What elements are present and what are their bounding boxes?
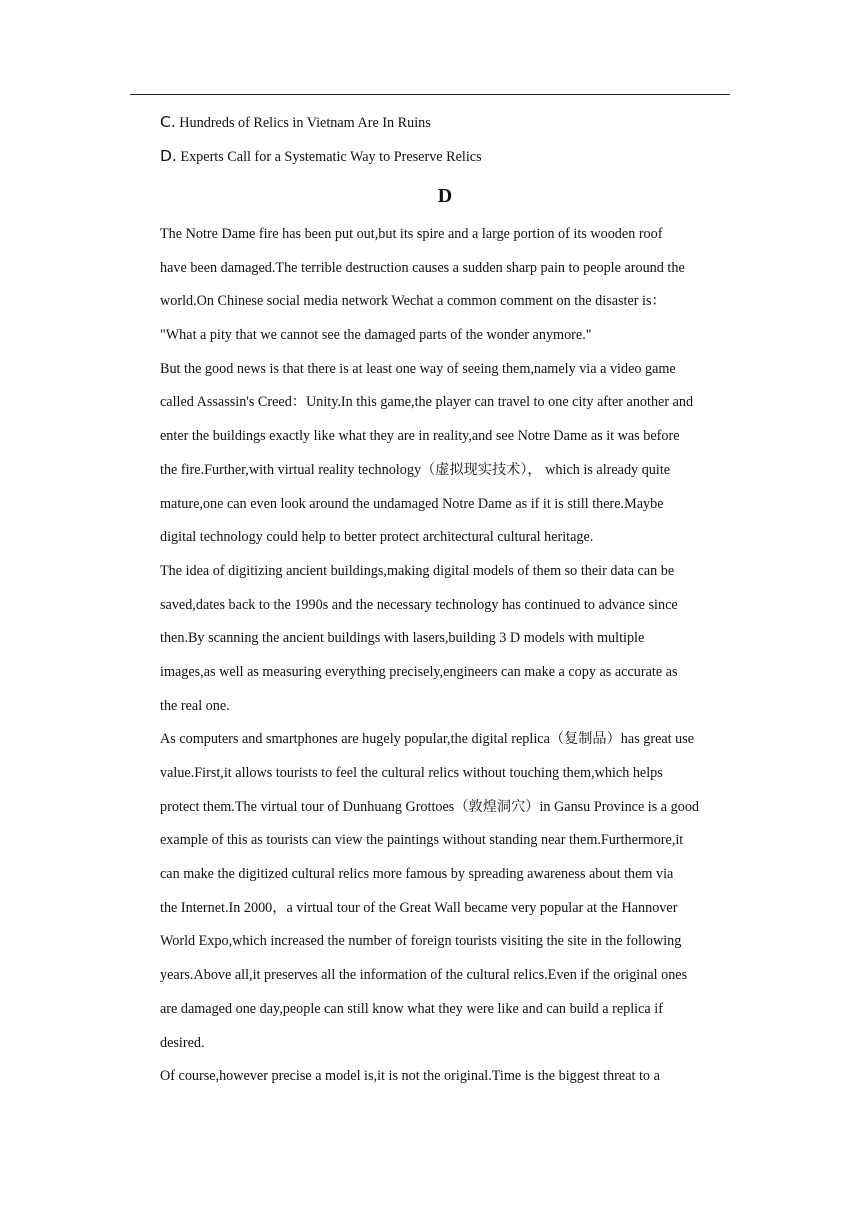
option-text: Experts Call for a Systematic Way to Preserve Relics xyxy=(176,149,482,165)
header-divider xyxy=(130,94,730,95)
text-line: then.By scanning the ancient buildings with lasers,building 3 D models with multiple xyxy=(160,630,645,647)
text-line: called Assassin's Creed：Unity.In this game,the player can travel to one city after another and xyxy=(160,394,694,411)
option-letter: C. xyxy=(160,113,176,131)
text-line: World Expo,which increased the number of foreign tourists visiting the site in the following xyxy=(160,933,682,950)
text-line: The idea of digitizing ancient buildings,making digital models of them so their data can be xyxy=(160,562,675,579)
text-line: digital technology could help to better protect architectural cultural heritage. xyxy=(160,529,594,546)
text-line: As computers and smartphones are hugely popular,the digital replica（复制品）has great use xyxy=(160,731,695,748)
passage-body xyxy=(160,222,760,1098)
text-line: years.Above all,it preserves all the information of the cultural relics.Even if the original ones xyxy=(160,967,688,984)
text-line: enter the buildings exactly like what they are in reality,and see Notre Dame as it was before xyxy=(160,428,680,445)
text-line: are damaged one day,people can still know what they were like and can build a replica if xyxy=(160,1000,663,1017)
text-line: the real one. xyxy=(160,697,230,714)
text-line: desired. xyxy=(160,1034,205,1051)
text-line: Of course,however precise a model is,it is not the original.Time is the biggest threat to a xyxy=(160,1068,660,1085)
text-line: But the good news is that there is at least one way of seeing them,namely via a video game xyxy=(160,360,676,377)
text-line: have been damaged.The terrible destruction causes a sudden sharp pain to people around the xyxy=(160,259,685,276)
text-line: the Internet.In 2000，a virtual tour of the Great Wall became very popular at the Hannover xyxy=(160,899,678,916)
text-line: value.First,it allows tourists to feel the cultural relics without touching them,which helps xyxy=(160,765,663,781)
text-line: world.On Chinese social media network Wechat a common comment on the disaster is： xyxy=(160,293,666,310)
text-line: example of this as tourists can view the paintings without standing near them.Furthermore,it xyxy=(160,832,684,849)
text-line: can make the digitized cultural relics more famous by spreading awareness about them via xyxy=(160,866,674,883)
option-d xyxy=(160,145,740,179)
text-line: protect them.The virtual tour of Dunhuang Grottoes（敦煌洞穴）in Gansu Province is a good xyxy=(160,798,700,815)
text-line: The Notre Dame fire has been put out,but its spire and a large portion of its wooden roof xyxy=(160,226,663,242)
text-line: mature,one can even look around the undamaged Notre Dame as if it is still there.Maybe xyxy=(160,495,664,512)
answer-options xyxy=(160,111,740,179)
passage-heading: D xyxy=(437,185,453,207)
text-line: saved,dates back to the 1990s and the necessary technology has continued to advance since xyxy=(160,596,678,613)
text-line: the fire.Further,with virtual reality technology（虚拟现实技术）， which is already quite xyxy=(160,461,671,478)
text-line: "What a pity that we cannot see the damaged parts of the wonder anymore." xyxy=(160,327,592,344)
option-text: Hundreds of Relics in Vietnam Are In Ruins xyxy=(175,115,431,131)
option-letter: D. xyxy=(160,147,177,165)
option-c xyxy=(160,111,740,145)
text-line: images,as well as measuring everything precisely,engineers can make a copy as accurate as xyxy=(160,663,678,680)
